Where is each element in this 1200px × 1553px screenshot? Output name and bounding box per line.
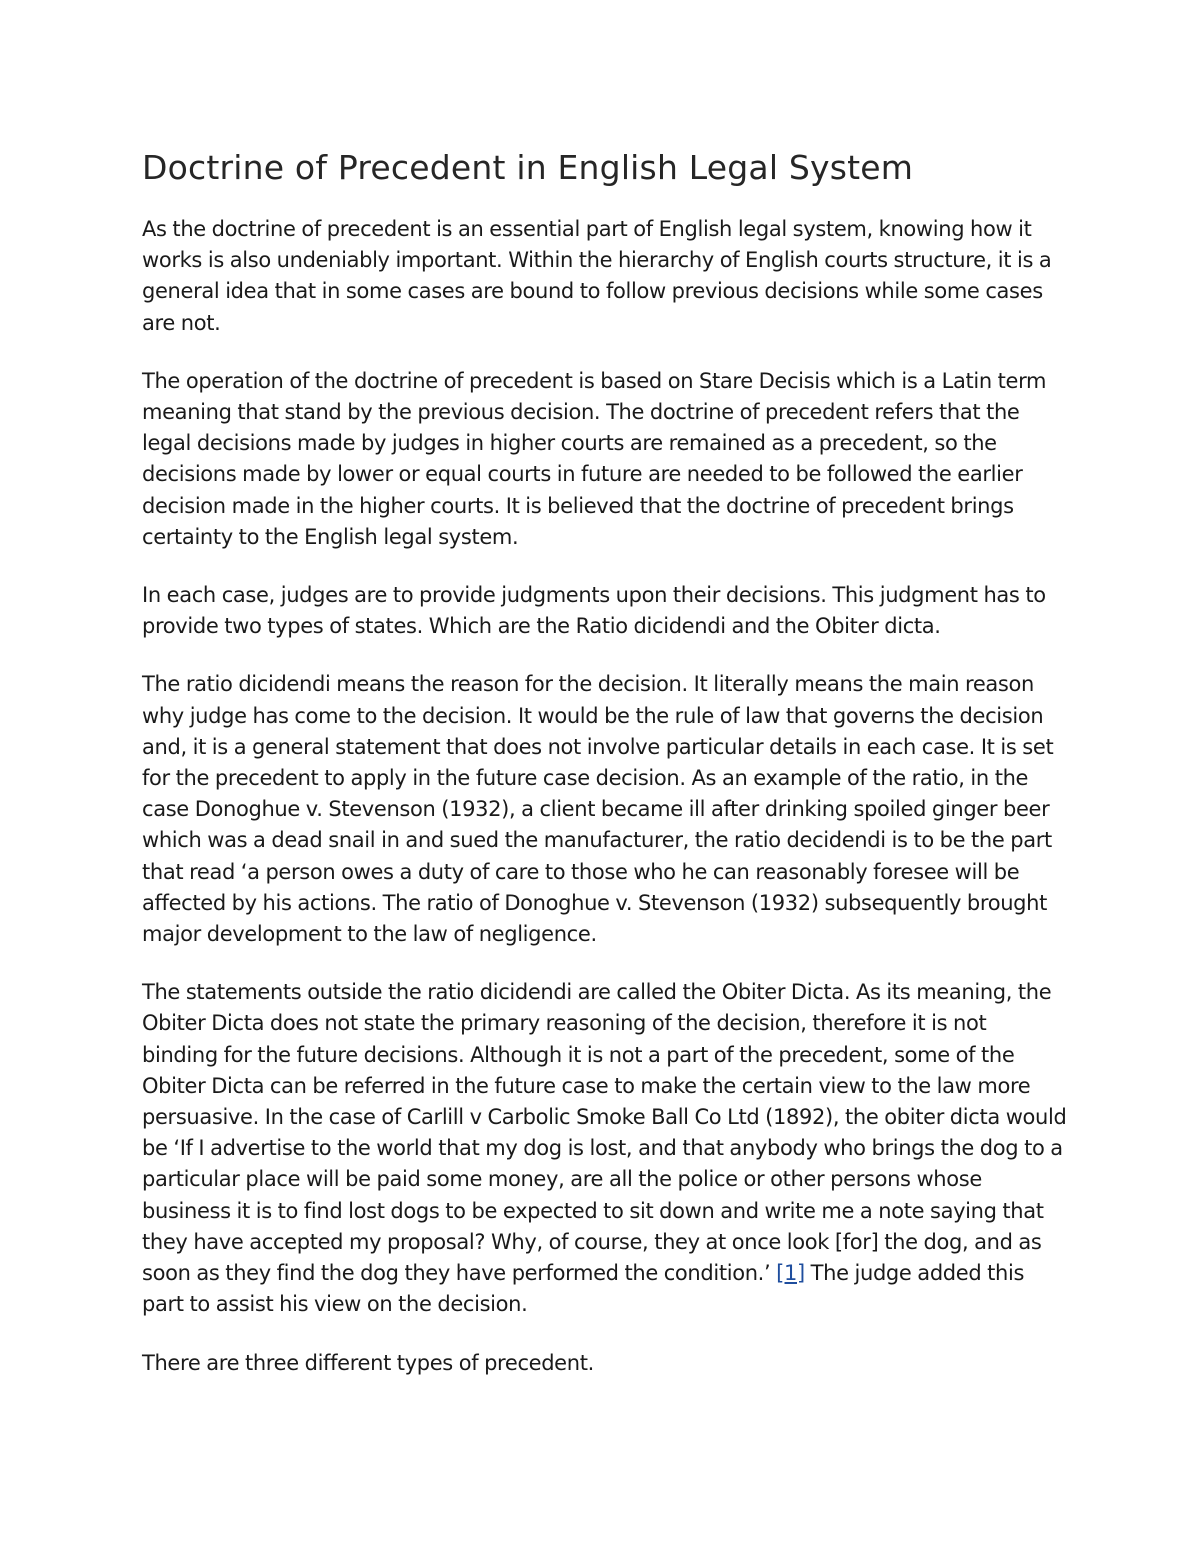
paragraph-obiter-dicta xyxy=(142,977,1067,1320)
obiter-text-after: The judge added this part to assist his view on the decision. xyxy=(142,1261,1025,1317)
paragraph-intro: As the doctrine of precedent is an essential part of English legal system, knowing how it works is also undeniably important. Within the hierarchy of English courts structure, it is a general idea that in some cases are bound to follow previous decisions while some cases are not. xyxy=(142,217,1052,335)
document-page xyxy=(142,146,1067,1406)
paragraph-stare-decisis: The operation of the doctrine of precedent is based on Stare Decisis which is a Latin term meaning that stand by the previous decision. The doctrine of precedent refers that the legal decisions made by judges in higher courts are remained as a precedent, so the decisions made by lower or equal courts in future are needed to be followed the earlier decision made in the higher courts. It is believed that the doctrine of precedent brings certainty to the English legal system. xyxy=(142,368,1047,549)
paragraph-judgments: In each case, judges are to provide judgments upon their decisions. This judgment has to provide two types of states. Which are the Ratio dicidendi and the Obiter dicta. xyxy=(142,583,1046,639)
footnote-link[interactable]: [1] xyxy=(776,1261,805,1286)
document-title: Doctrine of Precedent in English Legal System xyxy=(142,148,914,187)
paragraph-ratio-decidendi: The ratio dicidendi means the reason for the decision. It literally means the main reason why judge has come to the decision. It would be the rule of law that governs the decision and, it is a general statement that does not involve particular details in each case. It is set for the precedent to apply in the future case decision. As an example of the ratio, in the case Donoghue v. Stevenson (1932), a client became ill after drinking spoiled ginger beer which was a dead snail in and sued the manufacturer, the ratio decidendi is to be the part that read ‘a person owes a duty of care to those who he can reasonably foresee will be affected by his actions. The ratio of Donoghue v. Stevenson (1932) subsequently brought major development to the law of negligence. xyxy=(142,672,1054,947)
obiter-text-before: The statements outside the ratio dicidendi are called the Obiter Dicta. As its meaning, the Obiter Dicta does not state the primary reasoning of the decision, therefore it is not binding for the future decisions. Although it is not a part of the precedent, some of the Obiter Dicta can be referred in the future case to make the certain view to the law more persuasive. In the case of Carlill v Carbolic Smoke Ball Co Ltd (1892), the obiter dicta would be ‘If I advertise to the world that my dog is lost, and that anybody who brings the dog to a particular place will be paid some money, are all the police or other persons whose business it is to find lost dogs to be expected to sit down and write me a note saying that they have accepted my proposal? Why, of course, they at once look [for] the dog, and as soon as they find the dog they have performed the condition.’ xyxy=(142,980,1067,1286)
paragraph-closing: There are three different types of precedent. xyxy=(142,1350,594,1375)
